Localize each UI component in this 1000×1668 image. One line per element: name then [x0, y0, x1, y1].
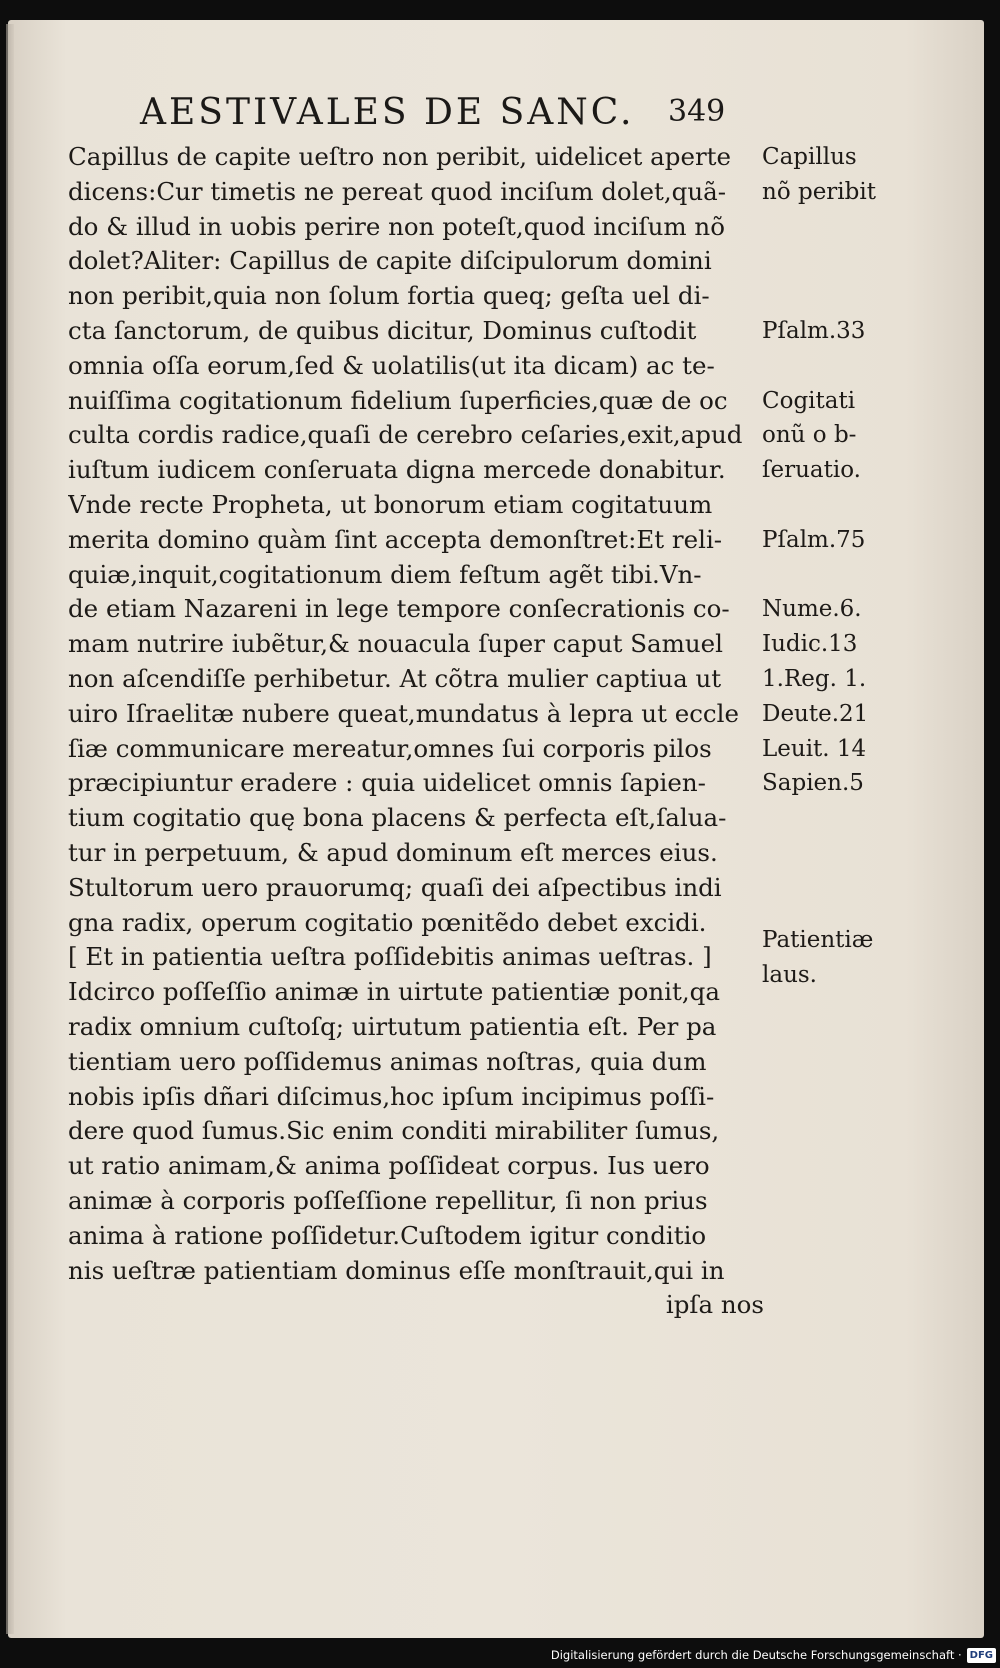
margin-note: onũ o b-	[762, 422, 857, 449]
margin-note: Nume.6.	[762, 596, 862, 623]
margin-note: Sapien.5	[762, 770, 864, 797]
text-line: cta ſanctorum, de quibus dicitur, Dominus cuſtodit	[68, 315, 697, 345]
text-line: uiro Iſraelitæ nubere queat,mundatus à lepra ut eccle	[68, 698, 739, 728]
text-line: quiæ,inquit,cogitationum diem feſtum agẽt tibi.Vn-	[68, 559, 702, 589]
text-line: Capillus de capite ueſtro non peribit, uidelicet aperte	[68, 142, 732, 171]
text-line: tium cogitatio quę bona placens & perfecta eſt,ſalua-	[68, 803, 727, 833]
text-line: mam nutrire iubẽtur,& nouacula ſuper caput Samuel	[68, 629, 723, 659]
text-line: non aſcendiſſe perhibetur. At cõtra mulier captiua ut	[68, 663, 722, 693]
page-number: 349	[668, 94, 726, 129]
text-line: do & illud in uobis perire non poteſt,quod inciſum nõ	[68, 211, 725, 241]
text-line: ſiæ communicare mereatur,omnes ſui corporis pilos	[68, 733, 712, 763]
text-line: tur in perpetuum, & apud dominum eſt merces eius.	[68, 837, 718, 867]
text-line: [ Et in patientia ueſtra poſſidebitis animas ueſtras. ]	[68, 942, 712, 972]
text-line: dere quod ſumus.Sic enim conditi mirabiliter ſumus,	[68, 1116, 720, 1146]
text-line: anima à ratione poſſidetur.Cuſtodem igitur conditio	[68, 1220, 707, 1250]
body-text	[68, 140, 768, 1323]
footer-credit: Digitalisierung gefördert durch die Deutsche Forschungsgemeinschaft ·	[550, 1648, 962, 1662]
margin-note: Deute.21	[762, 700, 869, 727]
text-line: dolet?Aliter: Capillus de capite diſcipulorum domini	[68, 246, 712, 276]
text-line: merita domino quàm ſint accepta demonſtret:Et reli-	[68, 524, 723, 554]
text-line: nobis ipſis dñari diſcimus,hoc ipſum incipimus poſſi-	[68, 1081, 715, 1111]
text-line: de etiam Nazareni in lege tempore conſecrationis co-	[68, 594, 730, 624]
running-head-title: AESTIVALES DE SANC.	[140, 92, 635, 133]
margin-note: Iudic.13	[762, 631, 858, 658]
text-line: nuiſſima cogitationum fidelium ſuperficies,quæ de oc	[68, 385, 728, 415]
text-line: ut ratio animam,& anima poſſideat corpus. Ius uero	[68, 1151, 710, 1181]
text-line: nis ueſtræ patientiam dominus eſſe monſtrauit,qui in	[68, 1255, 725, 1285]
text-line: tientiam uero poſſidemus animas noſtras, quia dum	[68, 1046, 707, 1076]
margin-note: Patientiæ	[762, 927, 874, 953]
margin-note: ſeruatio.	[762, 457, 861, 484]
dfg-logo: DFG	[967, 1648, 996, 1663]
text-line: dicens:Cur timetis ne pereat quod inciſum dolet,quã-	[68, 176, 726, 206]
text-line: culta cordis radice,quaſi de cerebro ceſaries,exit,apud	[68, 420, 743, 450]
text-line: omnia oſſa eorum,ſed & uolatilis(ut ita dicam) ac te-	[68, 350, 715, 380]
margin-note: Leuit. 14	[762, 735, 867, 762]
margin-note: 1.Reg. 1.	[762, 666, 867, 692]
text-line: Stultorum uero prauorumq; quaſi dei aſpectibus indi	[68, 872, 722, 902]
running-head	[140, 92, 760, 136]
text-line: animæ à corporis poſſeſſione repellitur, ſi non prius	[68, 1185, 708, 1215]
text-line: ipſa nos	[665, 1290, 764, 1320]
digitization-footer	[551, 1644, 996, 1666]
margin-note: Pſalm.75	[762, 526, 866, 553]
margin-note: Capillus	[762, 144, 857, 170]
text-line: non peribit,quia non ſolum fortia queq; geſta uel di-	[68, 281, 710, 311]
text-line: radix omnium cuſtoſq; uirtutum patientia eſt. Per pa	[68, 1011, 717, 1041]
text-line: præcipiuntur eradere : quia uidelicet omnis ſapien-	[68, 768, 706, 798]
margin-note: laus.	[762, 961, 817, 988]
margin-note: nõ peribit	[762, 178, 876, 205]
text-line: Vnde recte Propheta, ut bonorum etiam cogitatuum	[68, 489, 713, 519]
margin-note: Pſalm.33	[762, 318, 866, 344]
text-line: gna radix, operum cogitatio pœnitẽdo debet excidi.	[68, 907, 707, 937]
text-line: iuſtum iudicem conſeruata digna mercede donabitur.	[68, 455, 726, 485]
page-gutter-edge	[6, 24, 14, 1634]
margin-note: Cogitati	[762, 387, 856, 414]
text-line: Idcirco poſſeſſio animæ in uirtute patientiæ ponit,qa	[68, 977, 720, 1007]
